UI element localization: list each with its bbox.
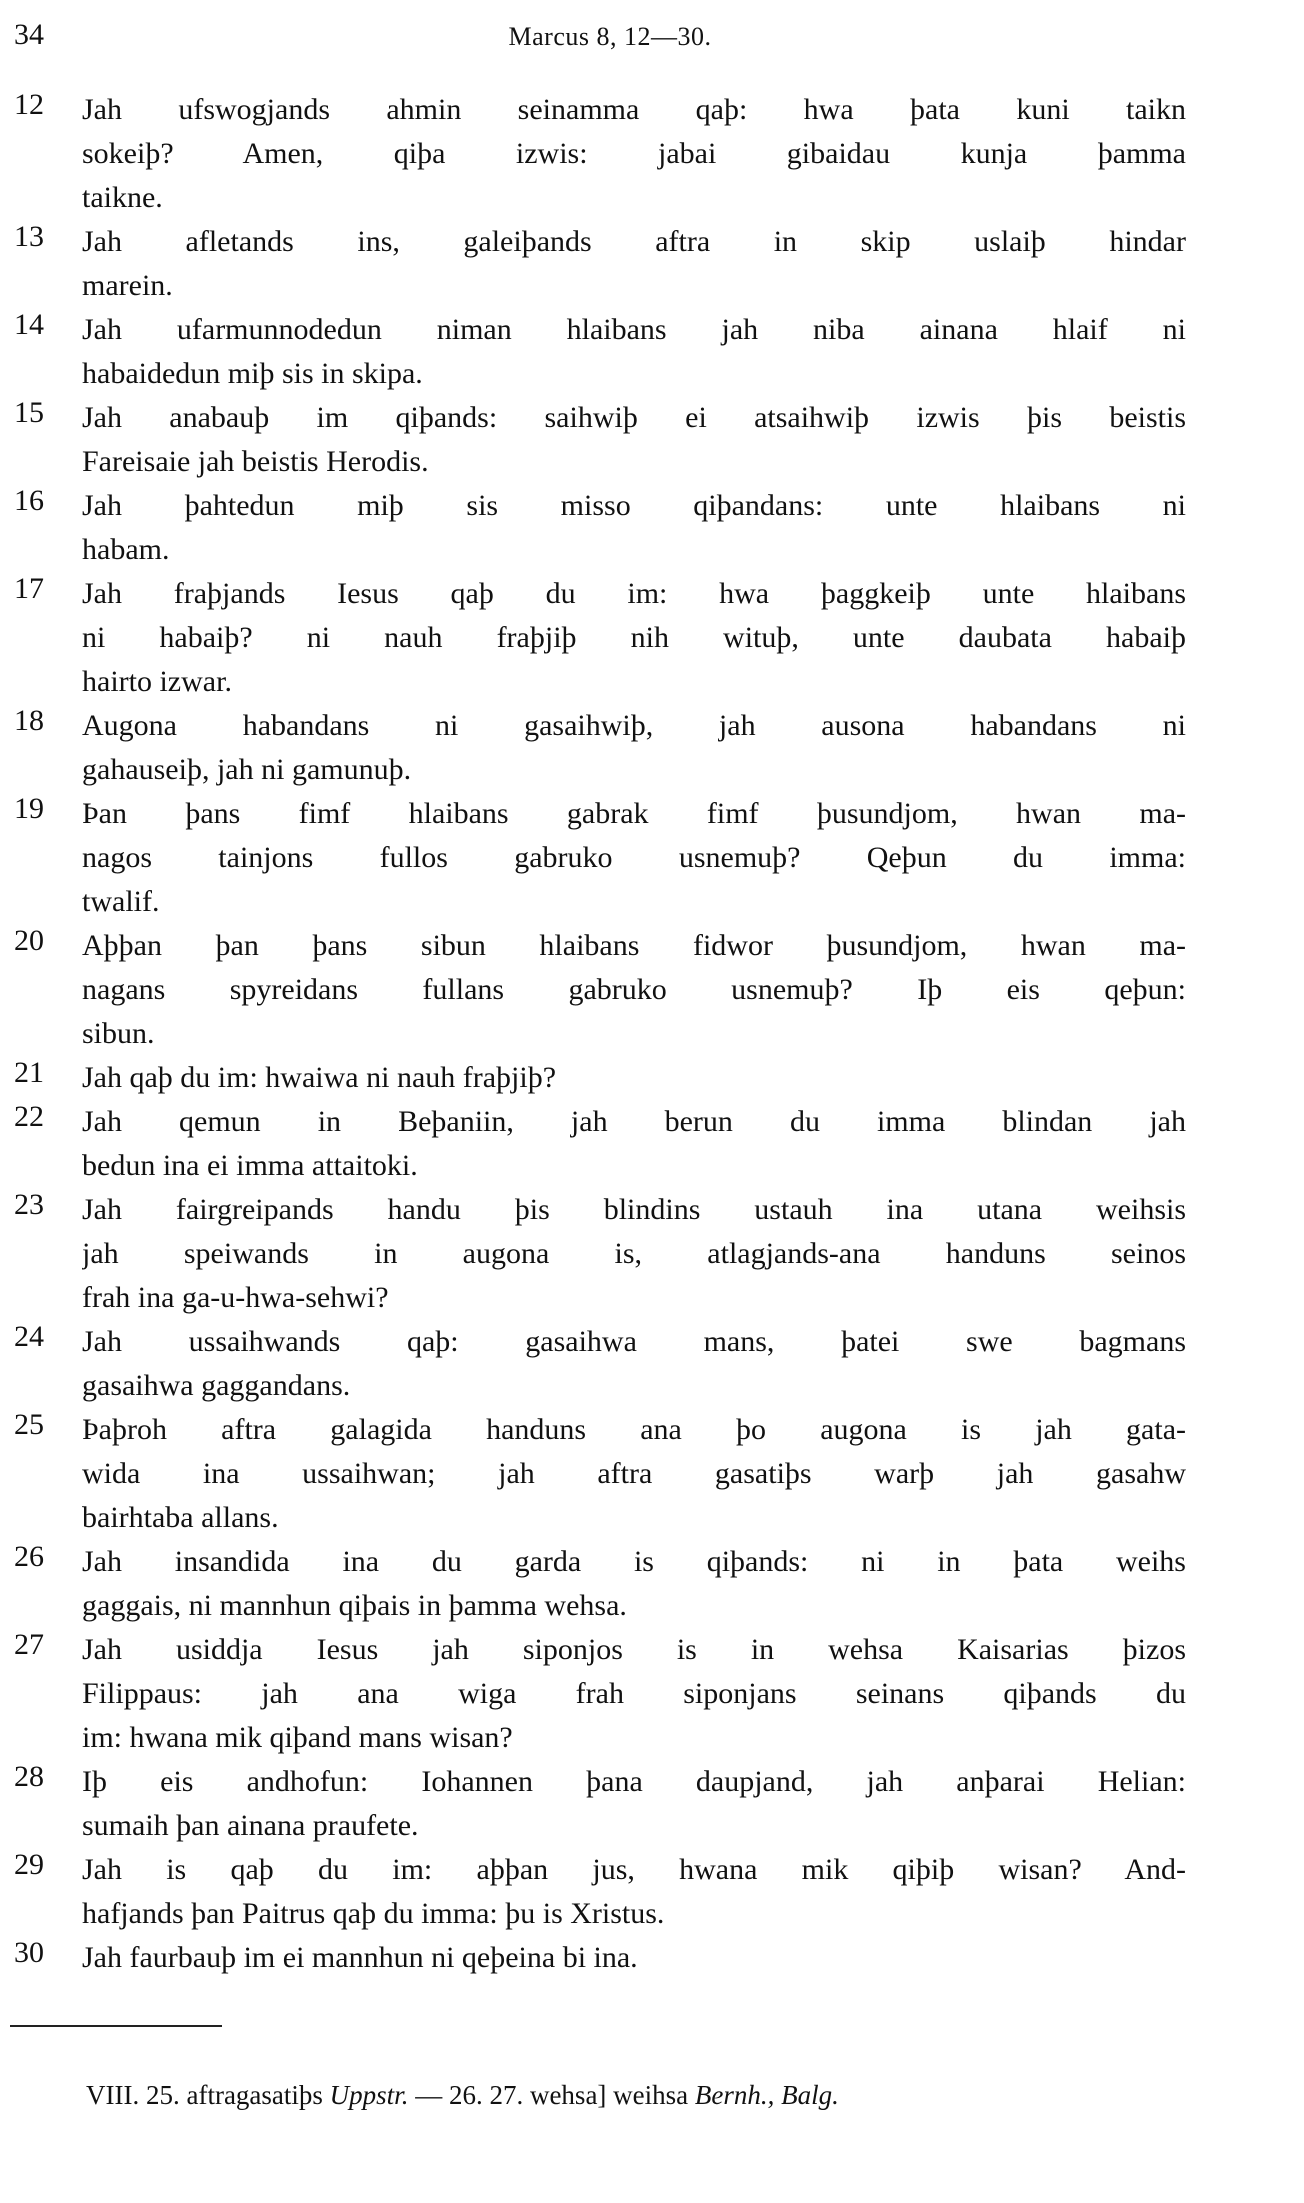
verse-line: Jah fraþjands Iesus qaþ du im: hwa þaggkeiþ unte hlaibans: [82, 577, 1186, 610]
verse: [14, 1848, 1186, 1936]
verse-line: Aþþan þan þans sibun hlaibans fidwor þusundjom, hwan ma-: [82, 929, 1186, 962]
running-title: Marcus 8, 12—30.: [508, 22, 712, 51]
footnote-text: VIII. 25. aftragasatiþs: [86, 2080, 323, 2110]
verse-line: sibun.: [82, 1017, 155, 1050]
verse-number: 15: [14, 396, 44, 429]
verse: [14, 704, 1186, 792]
verse-line: jah speiwands in augona is, atlagjands-ana handuns seinos: [82, 1237, 1186, 1270]
verse-number: 30: [14, 1936, 44, 1969]
verse-line: frah ina ga-u-hwa-sehwi?: [82, 1281, 389, 1314]
verse: [14, 1408, 1186, 1540]
verse-line: Jah insandida ina du garda is qiþands: ni in þata weihs: [82, 1545, 1186, 1578]
verse-line: hafjands þan Paitrus qaþ du imma: þu is Xristus.: [82, 1897, 665, 1930]
verse-line: Þaþroh aftra galagida handuns ana þo augona is jah gata-: [82, 1413, 1186, 1446]
verse-number: 14: [14, 308, 44, 341]
verse: [14, 792, 1186, 924]
verse-line: sumaih þan ainana praufete.: [82, 1809, 419, 1842]
verse: [14, 220, 1186, 308]
verse: [14, 1760, 1186, 1848]
footnote-text: — 26. 27. wehsa] weihsa: [415, 2080, 689, 2110]
verse-line: Jah ufarmunnodedun niman hlaibans jah niba ainana hlaif ni: [82, 313, 1186, 346]
verse-line: bairhtaba allans.: [82, 1501, 279, 1534]
verse-number: 28: [14, 1760, 44, 1793]
footnote-abbreviation: Uppstr.: [329, 2080, 409, 2110]
verse-number: 18: [14, 704, 44, 737]
verse-line: marein.: [82, 269, 173, 302]
verse-line: im: hwana mik qiþand mans wisan?: [82, 1721, 513, 1754]
verse: [14, 1100, 1186, 1188]
verse-number: 13: [14, 220, 44, 253]
verse-line: habaidedun miþ sis in skipa.: [82, 357, 423, 390]
verse-number: 12: [14, 88, 44, 121]
verse-number: 27: [14, 1628, 44, 1661]
footnote-divider: [10, 2025, 222, 2027]
verse-line: Augona habandans ni gasaihwiþ, jah ausona habandans ni: [82, 709, 1186, 742]
verse: [14, 1936, 1186, 1980]
verse: [14, 1320, 1186, 1408]
verse-line: Jah qaþ du im: hwaiwa ni nauh fraþjiþ?: [82, 1061, 557, 1094]
verse: [14, 484, 1186, 572]
verse-line: Fareisaie jah beistis Herodis.: [82, 445, 429, 478]
verse-line: Jah usiddja Iesus jah siponjos is in wehsa Kaisarias þizos: [82, 1633, 1186, 1666]
verse: [14, 1056, 1186, 1100]
verse-text: [14, 88, 1186, 1980]
footnote: [86, 2080, 839, 2111]
verse-line: Jah afletands ins, galeiþands aftra in skip uslaiþ hindar: [82, 225, 1186, 258]
verse-line: hairto izwar.: [82, 665, 232, 698]
verse-line: gasaihwa gaggandans.: [82, 1369, 351, 1402]
verse-line: Jah qemun in Beþaniin, jah berun du imma blindan jah: [82, 1105, 1186, 1138]
verse-number: 22: [14, 1100, 44, 1133]
verse-line: Iþ eis andhofun: Iohannen þana daupjand, jah anþarai Helian:: [82, 1765, 1186, 1798]
verse: [14, 88, 1186, 220]
verse-line: bedun ina ei imma attaitoki.: [82, 1149, 418, 1182]
verse-number: 25: [14, 1408, 44, 1441]
page-number: 34: [14, 18, 44, 51]
verse-number: 26: [14, 1540, 44, 1573]
verse: [14, 572, 1186, 704]
verse-number: 17: [14, 572, 44, 605]
verse-line: taikne.: [82, 181, 163, 214]
verse-number: 23: [14, 1188, 44, 1221]
verse-line: sokeiþ? Amen, qiþa izwis: jabai gibaidau kunja þamma: [82, 137, 1186, 170]
verse: [14, 1628, 1186, 1760]
verse-line: gahauseiþ, jah ni gamunuþ.: [82, 753, 412, 786]
verse-line: Þan þans fimf hlaibans gabrak fimf þusundjom, hwan ma-: [82, 797, 1186, 830]
verse-line: Jah þahtedun miþ sis misso qiþandans: unte hlaibans ni: [82, 489, 1186, 522]
verse-line: gaggais, ni mannhun qiþais in þamma wehsa.: [82, 1589, 627, 1622]
verse: [14, 924, 1186, 1056]
verse-line: nagans spyreidans fullans gabruko usnemuþ? Iþ eis qeþun:: [82, 973, 1186, 1006]
verse-line: Jah faurbauþ im ei mannhun ni qeþeina bi ina.: [82, 1941, 638, 1974]
verse-number: 20: [14, 924, 44, 957]
verse-line: wida ina ussaihwan; jah aftra gasatiþs warþ jah gasahw: [82, 1457, 1186, 1490]
verse: [14, 1540, 1186, 1628]
verse-line: nagos tainjons fullos gabruko usnemuþ? Qeþun du imma:: [82, 841, 1186, 874]
verse-line: Jah fairgreipands handu þis blindins ustauh ina utana weihsis: [82, 1193, 1186, 1226]
verse-line: Jah anabauþ im qiþands: saihwiþ ei atsaihwiþ izwis þis beistis: [82, 401, 1186, 434]
verse-number: 29: [14, 1848, 44, 1881]
verse-number: 21: [14, 1056, 44, 1089]
verse-line: twalif.: [82, 885, 160, 918]
verse-line: Filippaus: jah ana wiga frah siponjans seinans qiþands du: [82, 1677, 1186, 1710]
verse-line: ni habaiþ? ni nauh fraþjiþ nih wituþ, unte daubata habaiþ: [82, 621, 1186, 654]
verse-line: habam.: [82, 533, 170, 566]
verse-line: Jah ufswogjands ahmin seinamma qaþ: hwa þata kuni taikn: [82, 93, 1186, 126]
footnote-abbreviation: Bernh., Balg.: [694, 2080, 839, 2110]
verse-line: Jah is qaþ du im: aþþan jus, hwana mik qiþiþ wisan? And-: [82, 1853, 1186, 1886]
verse: [14, 1188, 1186, 1320]
verse-number: 19: [14, 792, 44, 825]
verse-line: Jah ussaihwands qaþ: gasaihwa mans, þatei swe bagmans: [82, 1325, 1186, 1358]
verse-number: 16: [14, 484, 44, 517]
verse: [14, 308, 1186, 396]
verse-number: 24: [14, 1320, 44, 1353]
verse: [14, 396, 1186, 484]
